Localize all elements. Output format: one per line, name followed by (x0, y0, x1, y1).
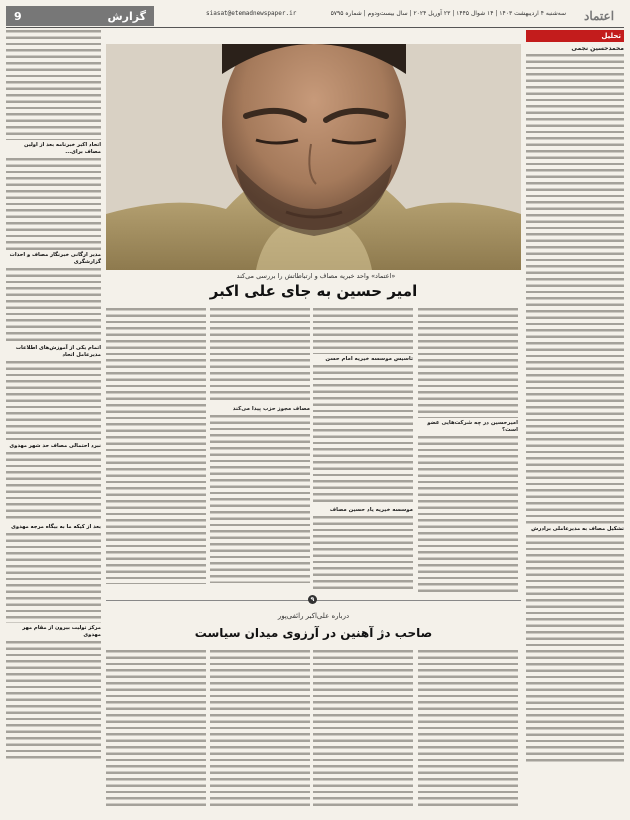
story-column (418, 308, 518, 592)
column-body-text (210, 308, 310, 404)
story-subhead: موسسه خیریه یاد حسین مصاف (329, 507, 413, 513)
analysis-kicker: تحلیل (526, 30, 624, 42)
section-label-bar (6, 6, 154, 26)
story-column (106, 308, 206, 592)
bottom-story-column (418, 650, 518, 810)
story-column (210, 308, 310, 592)
story-number: ۹ (308, 595, 317, 604)
bottom-kicker: درباره علی‌اکبر رائفی‌پور (277, 612, 350, 620)
portrait-photo (106, 44, 521, 270)
author-byline: محمدحسین نجمی (571, 45, 624, 52)
column-body-text (6, 158, 101, 250)
column-body-text (6, 30, 101, 140)
newspaper-logo: اعتماد (583, 9, 615, 23)
column-body-text (313, 365, 413, 505)
portrait-illustration (106, 44, 521, 270)
column-body-text (6, 641, 101, 761)
column-body-text (6, 452, 101, 522)
column-body-text (6, 361, 101, 441)
page-header (6, 6, 624, 26)
column-subhead: نبرد احتمالی مصاف حد شهر مهدوی (9, 443, 101, 449)
column-subhead: اتحاد اکبر خبرنامه بعد از اولین مصاف برای... (24, 142, 101, 155)
right-column-article (526, 30, 624, 814)
site-email: siasat@etemadnewspaper.ir (206, 10, 297, 17)
story-subhead: تاسیس موسسه خیریه امام حسن (325, 356, 413, 362)
story-subhead: مصاف مجوز حزب پیدا می‌کند (232, 406, 310, 412)
left-column-article (6, 30, 101, 814)
section-label: گزارش (107, 9, 146, 23)
column-body-text (210, 650, 310, 810)
column-body-text (313, 308, 413, 354)
photo-caption: «اعتماد» واحد خبریه مصاف و ارتباطاتش را بررسی می‌کند (236, 272, 396, 280)
column-body-text (526, 54, 624, 524)
column-body-text (313, 650, 413, 810)
column-body-text (526, 535, 624, 765)
issue-line: سه‌شنبه ۴ اردیبهشت ۱۴۰۳ | ۱۴ شوال ۱۴۴۵ | ۲۳ آوریل ۲۰۲۴ | سال بیست‌ودوم | شماره ۵۷۹۵ (330, 10, 566, 17)
column-body-text (418, 650, 518, 810)
column-body-text (313, 516, 413, 592)
column-subhead: مدیر ارگانی خبرنگار مصاف و احداث گزارشگری (9, 252, 101, 265)
column-body-text (106, 650, 206, 810)
column-subhead: مرکز تولیت بیرون از مقام مهر مهدوی (22, 625, 101, 638)
header-rule (6, 27, 624, 28)
story-subhead: امیرحسین در چه شرکت‌هایی عضو است؟ (427, 420, 518, 433)
bottom-story-column (210, 650, 310, 810)
story-column (313, 308, 413, 592)
column-body-text (6, 268, 101, 343)
page-number: 9 (14, 9, 22, 23)
column-body-text (418, 436, 518, 596)
column-body-text (210, 415, 310, 583)
column-subhead: اتمام یکی از آموزش‌های اطلاعات مدیرعامل اتحاد (15, 345, 101, 358)
column-body-text (418, 308, 518, 418)
column-subhead: تشکیل مصاف به مدیرعاملی برادرش (531, 526, 624, 532)
column-subhead: بعد از کیکه ما به بیگاه مرجه مهدوی (11, 524, 101, 530)
bottom-story-column (106, 650, 206, 810)
bottom-story-column (313, 650, 413, 810)
main-headline: امیر حسین به جای علی اکبر (209, 282, 418, 300)
column-body-text (6, 533, 101, 623)
column-body-text (106, 308, 206, 584)
bottom-headline: صاحب دژ آهنین در آرزوی میدان سیاست (194, 626, 433, 640)
